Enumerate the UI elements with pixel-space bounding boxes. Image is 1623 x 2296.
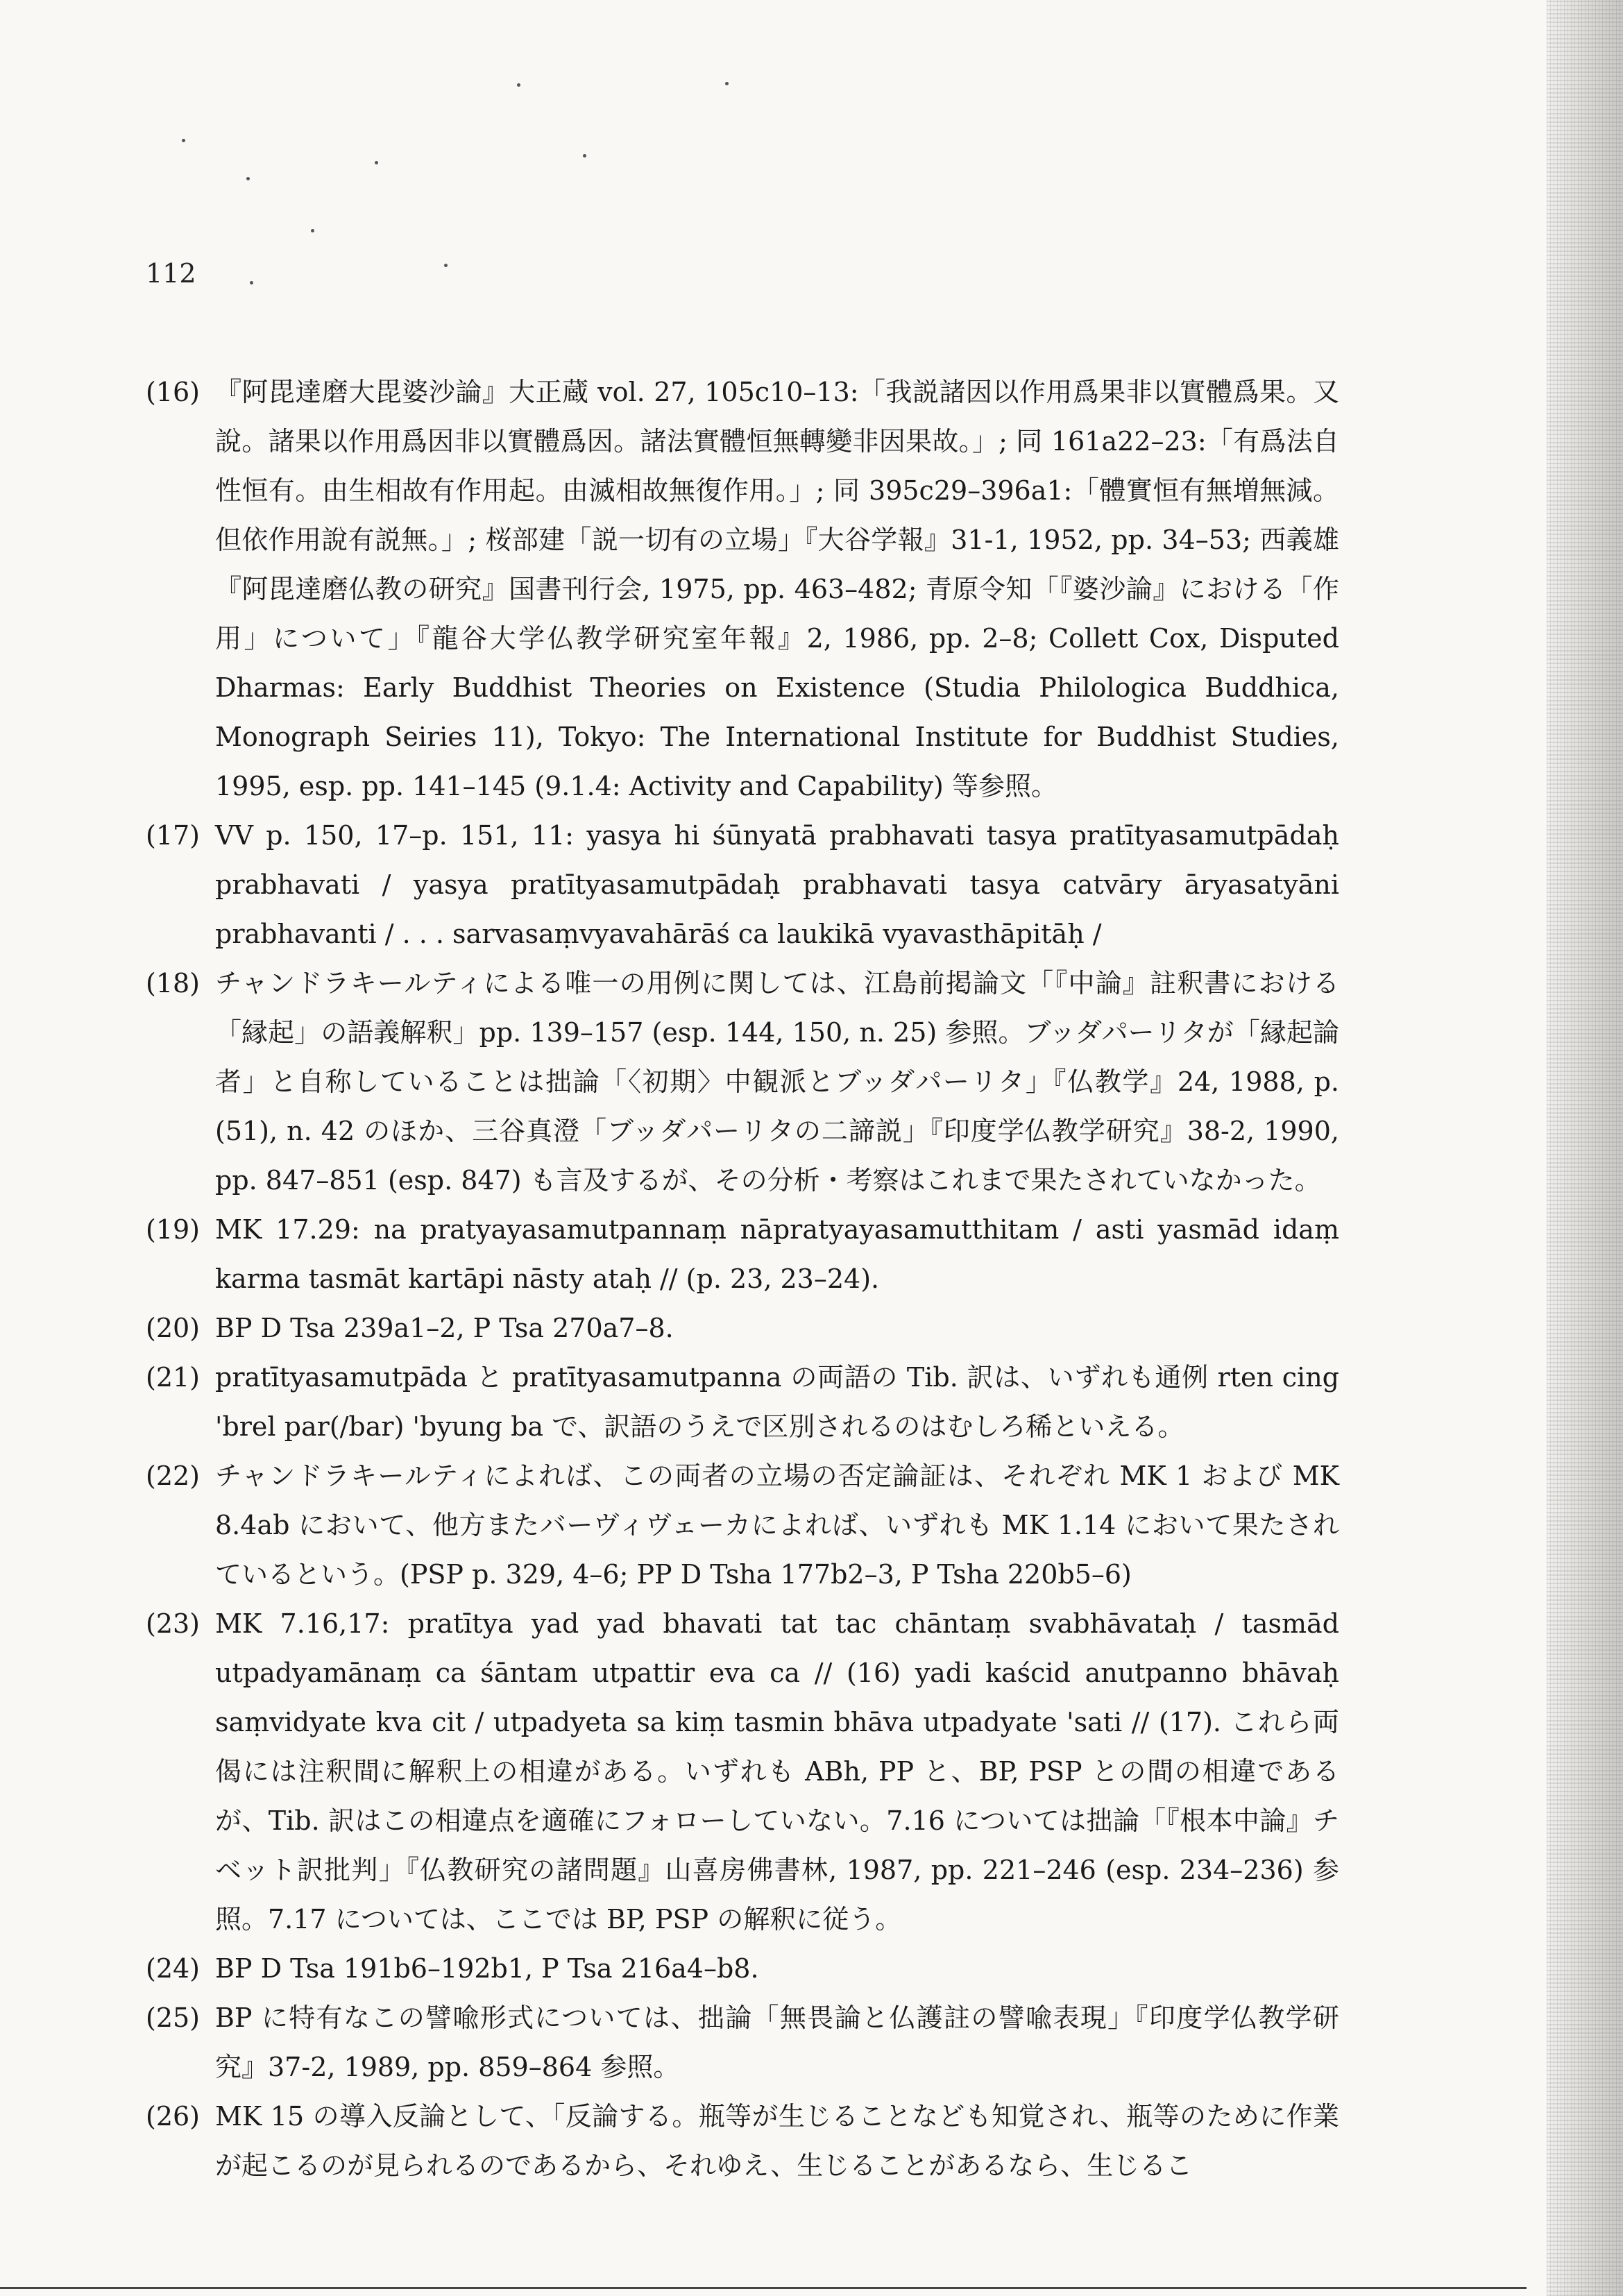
footnote-text: チャンドラキールティによれば、この両者の立場の否定論証は、それぞれ MK 1 および MK 8.4ab において、他方またバーヴィヴェーカによれば、いずれも MK 1.14 において果たされているという。(PSP p. 329, 4–6; PP D Tsha 177b2–3, P Tsha 220b5–6)	[215, 1461, 1339, 1590]
footnote-text: MK 17.29: na pratyayasamutpannaṃ nāpratyayasamutthitam / asti yasmād idaṃ karma tasmāt kartāpi nāsty ataḥ // (p. 23, 23–24).	[215, 1214, 1339, 1294]
footnote-number: (24)	[146, 1953, 201, 1984]
footnote-26	[146, 2092, 1339, 2191]
scan-edge-shadow	[1547, 0, 1623, 2296]
footnote-22	[146, 1452, 1339, 1599]
footnote-text: BP D Tsa 239a1–2, P Tsa 270a7–8.	[215, 1313, 674, 1343]
footnote-20	[146, 1304, 1339, 1353]
footnote-25	[146, 1993, 1339, 2092]
scan-speck	[583, 154, 586, 158]
footnote-text: チャンドラキールティによる唯一の用例に関しては、江島前掲論文「『中論』註釈書における「縁起」の語義解釈」pp. 139–157 (esp. 144, 150, n. 25) 参照。ブッダパーリタが「縁起論者」と自称していることは拙論「〈初期〉中観派とブッダパーリタ」『仏教学』24, 1988, p. (51), n. 42 のほか、三谷真澄「ブッダパーリタの二諦説」『印度学仏教学研究』38-2, 1990, pp. 847–851 (esp. 847) も言及するが、その分析・考察はこれまで果たされていなかった。	[215, 968, 1339, 1196]
footnote-number: (19)	[146, 1214, 201, 1245]
footnotes	[146, 368, 1339, 2191]
footnote-17	[146, 811, 1339, 959]
footnote-number: (26)	[146, 2101, 201, 2132]
footnote-number: (17)	[146, 820, 201, 851]
scan-speck	[517, 83, 520, 87]
scan-speck	[725, 82, 729, 85]
footnote-text: BP に特有なこの譬喩形式については、拙論「無畏論と仏護註の譬喩表現」『印度学仏教学研究』37-2, 1989, pp. 859–864 参照。	[215, 2002, 1339, 2082]
footnote-text: pratītyasamutpāda と pratītyasamutpanna の両語の Tib. 訳は、いずれも通例 rten cing 'brel par(/bar) 'byung ba で、訳語のうえで区別されるのはむしろ稀といえる。	[215, 1362, 1339, 1442]
footnote-number: (21)	[146, 1362, 201, 1393]
footnote-number: (18)	[146, 968, 201, 998]
scan-speck	[182, 139, 185, 142]
scan-speck	[246, 177, 250, 180]
footnote-number: (25)	[146, 2002, 201, 2033]
footnote-number: (22)	[146, 1461, 201, 1491]
footnote-21	[146, 1353, 1339, 1452]
scan-bottom-edge	[0, 2287, 1527, 2289]
footnote-text: MK 15 の導入反論として、「反論する。瓶等が生じることなども知覚され、瓶等のために作業が起こるのが見られるのであるから、それゆえ、生じることがあるなら、生じるこ	[215, 2101, 1339, 2181]
scan-speck	[375, 161, 378, 164]
footnote-number: (23)	[146, 1608, 201, 1639]
footnote-16	[146, 368, 1339, 811]
scan-speck	[444, 264, 448, 267]
footnote-19	[146, 1205, 1339, 1304]
footnote-text: 『阿毘達磨大毘婆沙論』大正蔵 vol. 27, 105c10–13:「我説諸因以作用爲果非以實體爲果。又說。諸果以作用爲因非以實體爲因。諸法實體恒無轉變非因果故。」; 同 161a22–23:「有爲法自性恒有。由生相故有作用起。由滅相故無復作用。」; 同 395c29–396a1:「體實恒有無増無減。但依作用說有説無。」; 桜部建「説一切有の立場」『大谷学報』31-1, 1952, pp. 34–53; 西義雄『阿毘達磨仏教の研究』国書刊行会, 1975, pp. 463–482; 青原令知「『婆沙論』における「作用」について」『龍谷大学仏教学研究室年報』2, 1986, pp. 2–8; Collett Cox, Disputed Dharmas: Early Buddhist Theories on Existence (Studia Philologica Buddhica, Monograph Seiries 11), Tokyo: The International Institute for Buddhist Studies, 1995, esp. pp. 141–145 (9.1.4: Activity and Capability) 等参照。	[215, 377, 1339, 801]
footnote-number: (20)	[146, 1313, 201, 1343]
page-number: 112	[146, 258, 196, 289]
footnote-number: (16)	[146, 377, 201, 407]
scan-speck	[311, 229, 314, 232]
footnote-18	[146, 959, 1339, 1205]
footnote-23	[146, 1599, 1339, 1944]
scan-speck	[250, 281, 253, 284]
footnote-text: BP D Tsa 191b6–192b1, P Tsa 216a4–b8.	[215, 1953, 759, 1984]
footnote-text: VV p. 150, 17–p. 151, 11: yasya hi śūnyatā prabhavati tasya pratītyasamutpādaḥ prabhavati / yasya pratītyasamutpādaḥ prabhavati tasya catvāry āryasatyāni prabhavanti / . . . sarvasaṃvyavahārāś ca laukikā vyavasthāpitāḥ /	[215, 820, 1339, 949]
footnote-24	[146, 1944, 1339, 1993]
footnote-text: MK 7.16,17: pratītya yad yad bhavati tat tac chāntaṃ svabhāvataḥ / tasmād utpadyamānaṃ ca śāntam utpattir eva ca // (16) yadi kaścid anutpanno bhāvaḥ saṃvidyate kva cit / utpadyeta sa kiṃ tasmin bhāva utpadyate 'sati // (17). これら両偈には注釈間に解釈上の相違がある。いずれも ABh, PP と、BP, PSP との間の相違であるが、Tib. 訳はこの相違点を適確にフォローしていない。7.16 については拙論「『根本中論』チベット訳批判」『仏教研究の諸問題』山喜房佛書林, 1987, pp. 221–246 (esp. 234–236) 参照。7.17 については、ここでは BP, PSP の解釈に従う。	[215, 1608, 1339, 1934]
